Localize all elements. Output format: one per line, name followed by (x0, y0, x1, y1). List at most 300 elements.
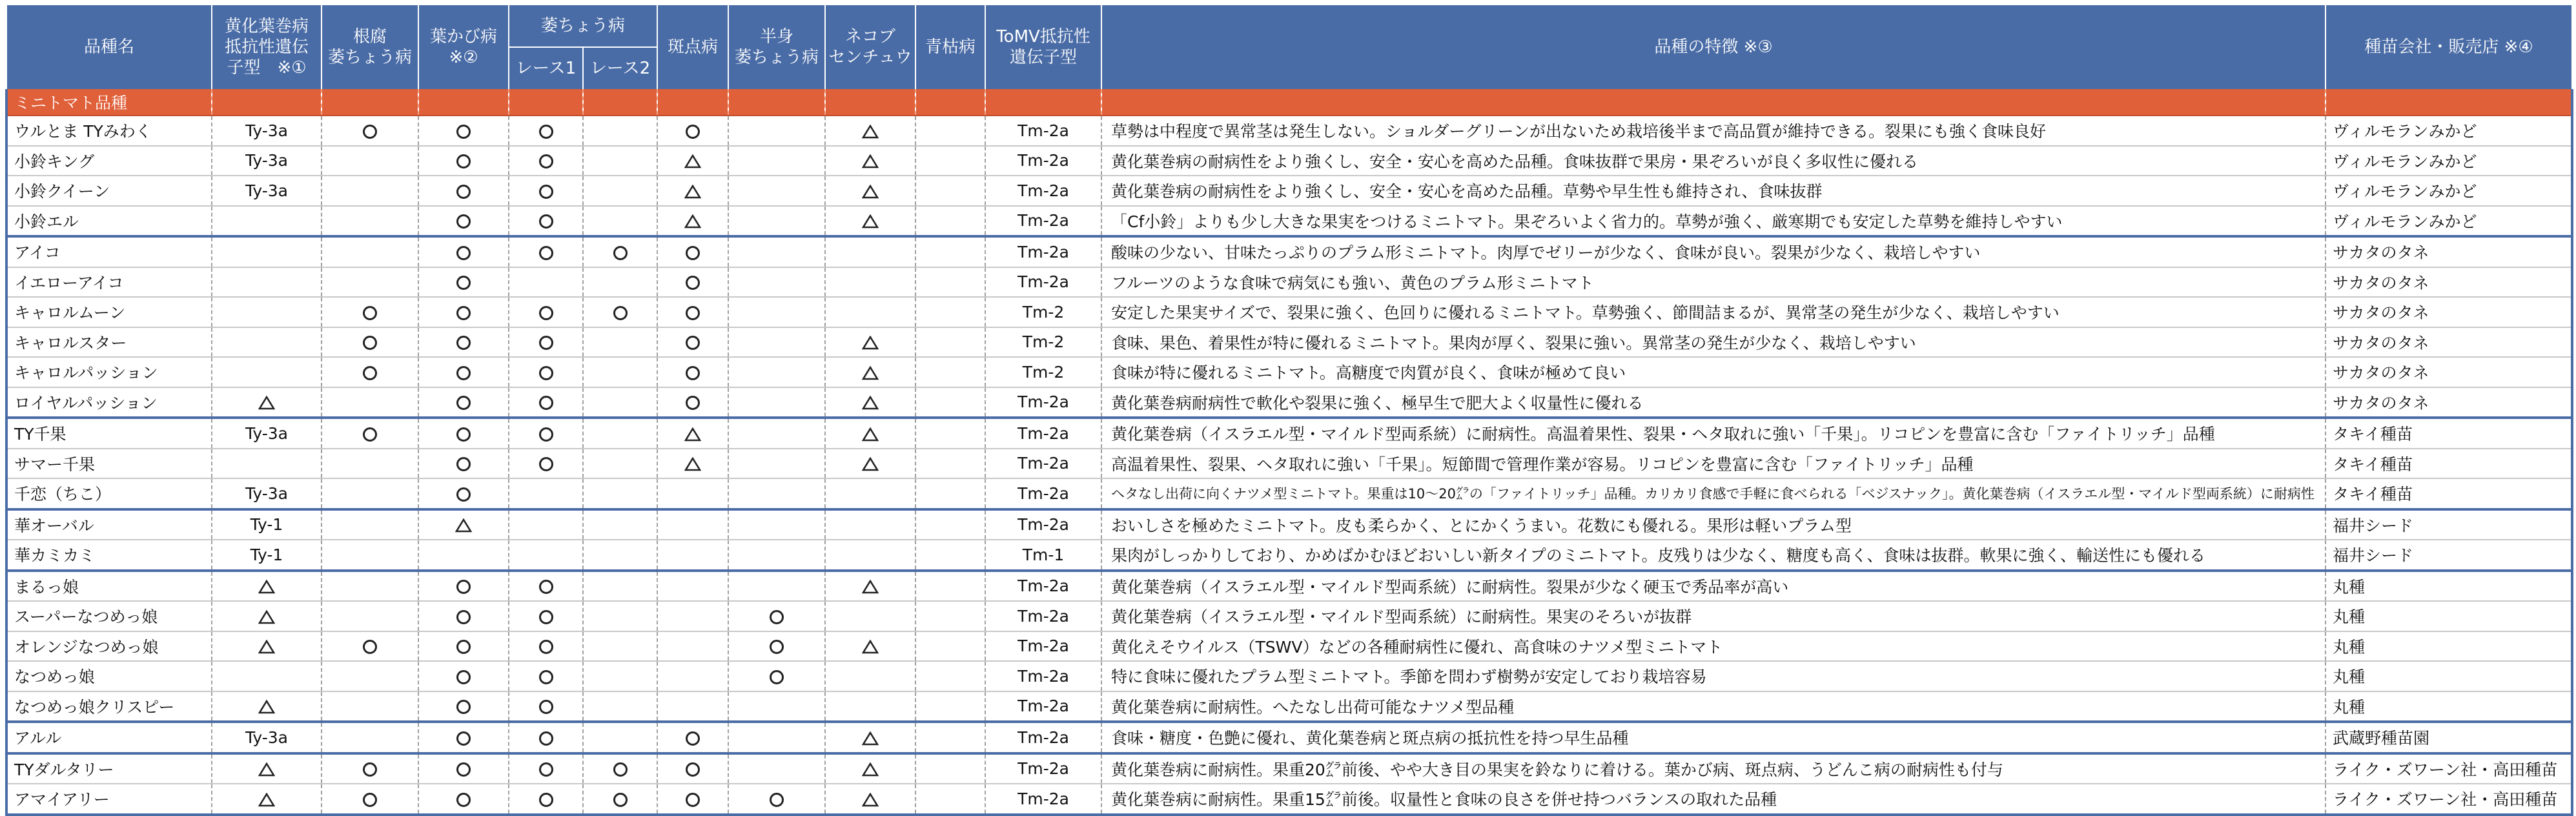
table-row (6, 571, 2572, 602)
cell-variety-name: TY千果 (6, 418, 212, 449)
cell-variety-name: スーパーなつめっ娘 (6, 601, 212, 631)
cell-root-rot (322, 236, 418, 267)
cell-features: 黄化葉巻病に耐病性。果重15㌘前後。収量性と食味の良さを併せ持つバランスの取れた品種 (1101, 784, 2326, 815)
cell-tylcv (212, 206, 322, 237)
cell-bacterial-wilt (915, 661, 985, 691)
cell-tomv: Tm-2a (985, 601, 1101, 631)
cell-bacterial-wilt (915, 357, 985, 387)
table-row (6, 146, 2572, 176)
cell-features: 黄化葉巻病に耐病性。果重20㌘前後、やや大き目の果実を鈴なりに着ける。葉かび病、斑点病、うどんこ病の耐病性も付与 (1101, 753, 2326, 784)
cell-features: 安定した果実サイズで、裂果に強く、色回りに優れるミニトマト。草勢強く、節間詰まるが、異常茎の発生が少なく、栽培しやすい (1101, 297, 2326, 327)
circle-icon (539, 670, 553, 684)
header-company: 種苗会社・販売店 ※④ (2326, 5, 2572, 89)
triangle-icon (258, 762, 275, 777)
cell-nematode (825, 540, 915, 571)
cell-leaf-mold (418, 571, 509, 602)
cell-features: 「Cf小鈴」よりも少し大きな果実をつけるミニトマト。果ぞろいよく省力的。草勢が強く、厳寒期でも安定した草勢を維持しやすい (1101, 206, 2326, 237)
cell-company: サカタのタネ (2326, 357, 2572, 387)
cell-variety-name: 小鈴クイーン (6, 176, 212, 206)
table-row (6, 387, 2572, 418)
table-row (6, 691, 2572, 722)
cell-tomv: Tm-2a (985, 418, 1101, 449)
cell-leaf-mold (418, 601, 509, 631)
cell-company: 丸種 (2326, 601, 2572, 631)
cell-features: 黄化葉巻病（イスラエル型・マイルド型両系統）に耐病性。高温着果性、裂果・ヘタ取れに強い「千果」。リコピンを豊富に含む「ファイトリッチ」品種 (1101, 418, 2326, 449)
triangle-icon (862, 125, 879, 139)
table-row (6, 478, 2572, 509)
circle-icon (456, 793, 471, 807)
cell-nematode (825, 631, 915, 662)
cell-company: サカタのタネ (2326, 236, 2572, 267)
cell-tomv: Tm-2a (985, 691, 1101, 722)
cell-variety-name: アマイアリー (6, 784, 212, 815)
cell-tomv: Tm-2a (985, 722, 1101, 753)
triangle-icon (862, 457, 879, 471)
cell-spot (657, 691, 728, 722)
cell-nematode (825, 297, 915, 327)
circle-icon (770, 670, 784, 684)
circle-icon (613, 762, 628, 777)
table-row (6, 297, 2572, 327)
cell-tylcv (212, 327, 322, 358)
cell-race2 (583, 661, 657, 691)
table-row (6, 540, 2572, 571)
cell-tylcv (212, 661, 322, 691)
cell-bacterial-wilt (915, 176, 985, 206)
cell-bacterial-wilt (915, 387, 985, 418)
cell-tylcv (212, 631, 322, 662)
triangle-icon (862, 366, 879, 380)
cell-company: タキイ種苗 (2326, 418, 2572, 449)
cell-race2 (583, 357, 657, 387)
circle-icon (686, 276, 700, 290)
circle-icon (456, 487, 471, 502)
circle-icon (539, 214, 553, 229)
cell-spot (657, 661, 728, 691)
cell-nematode (825, 176, 915, 206)
cell-leaf-mold (418, 267, 509, 298)
circle-icon (686, 366, 700, 380)
triangle-icon (258, 396, 275, 410)
triangle-icon (862, 336, 879, 350)
cell-features: 酸味の少ない、甘味たっぷりのプラム形ミニトマト。肉厚でゼリーが少なく、食味が良い。裂果が少なく、栽培しやすい (1101, 236, 2326, 267)
header-leaf-mold (418, 5, 509, 89)
cell-features: 黄化葉巻病耐病性で軟化や裂果に強く、極早生で肥大よく収量性に優れる (1101, 387, 2326, 418)
circle-icon (456, 246, 471, 260)
circle-icon (456, 306, 471, 320)
cell-spot (657, 571, 728, 602)
cell-root-rot (322, 478, 418, 509)
section-cell (825, 89, 915, 116)
cell-bacterial-wilt (915, 267, 985, 298)
cell-race2 (583, 540, 657, 571)
cell-nematode (825, 449, 915, 479)
cell-verticillium (728, 387, 825, 418)
cell-nematode (825, 571, 915, 602)
table-row (6, 236, 2572, 267)
cell-features: 草勢は中程度で異常茎は発生しない。ショルダーグリーンが出ないため栽培後半まで高品質が維持できる。裂果にも強く食味良好 (1101, 116, 2326, 146)
section-cell (583, 89, 657, 116)
variety-table-wrapper (5, 5, 2571, 816)
cell-tomv: Tm-2a (985, 478, 1101, 509)
circle-icon (686, 396, 700, 410)
cell-leaf-mold (418, 540, 509, 571)
cell-race1 (509, 571, 583, 602)
cell-tomv: Tm-2 (985, 297, 1101, 327)
circle-icon (686, 246, 700, 260)
cell-variety-name: アイコ (6, 236, 212, 267)
cell-leaf-mold (418, 357, 509, 387)
cell-leaf-mold (418, 722, 509, 753)
cell-spot (657, 784, 728, 815)
cell-company: 丸種 (2326, 661, 2572, 691)
circle-icon (363, 125, 377, 139)
header-leaf-spot: 斑点病 (657, 5, 728, 89)
section-cell (985, 89, 1101, 116)
cell-company: ヴィルモランみかど (2326, 206, 2572, 237)
cell-bacterial-wilt (915, 327, 985, 358)
cell-spot (657, 601, 728, 631)
circle-icon (456, 366, 471, 380)
cell-root-rot (322, 540, 418, 571)
cell-leaf-mold (418, 327, 509, 358)
cell-features: 果肉がしっかりしており、かめばかむほどおいしい新タイプのミニトマト。皮残りは少なく、糖度も高く、食味は抜群。軟果に強く、輸送性にも優れる (1101, 540, 2326, 571)
cell-nematode (825, 146, 915, 176)
table-row (6, 116, 2572, 146)
cell-company: 武蔵野種苗園 (2326, 722, 2572, 753)
cell-spot (657, 176, 728, 206)
cell-nematode (825, 206, 915, 237)
cell-verticillium (728, 691, 825, 722)
cell-company: ヴィルモランみかど (2326, 176, 2572, 206)
cell-leaf-mold (418, 661, 509, 691)
cell-nematode (825, 722, 915, 753)
cell-race1 (509, 691, 583, 722)
section-cell (418, 89, 509, 116)
cell-company: ライク・ズワーン社・高田種苗 (2326, 784, 2572, 815)
cell-company: サカタのタネ (2326, 327, 2572, 358)
cell-verticillium (728, 722, 825, 753)
cell-variety-name: オレンジなつめっ娘 (6, 631, 212, 662)
cell-race2 (583, 691, 657, 722)
circle-icon (539, 640, 553, 654)
cell-tomv: Tm-2a (985, 784, 1101, 815)
cell-leaf-mold (418, 146, 509, 176)
cell-verticillium (728, 418, 825, 449)
cell-variety-name: 華カミカミ (6, 540, 212, 571)
cell-verticillium (728, 267, 825, 298)
cell-company: 丸種 (2326, 571, 2572, 602)
cell-root-rot (322, 631, 418, 662)
table-row (6, 784, 2572, 815)
cell-race2 (583, 601, 657, 631)
section-cell (728, 89, 825, 116)
cell-race2 (583, 753, 657, 784)
cell-nematode (825, 357, 915, 387)
header-nematode (825, 5, 915, 89)
cell-features: 黄化葉巻病の耐病性をより強くし、安全・安心を高めた品種。食味抜群で果房・果ぞろいが良く多収性に優れる (1101, 146, 2326, 176)
cell-company: サカタのタネ (2326, 267, 2572, 298)
circle-icon (686, 793, 700, 807)
circle-icon (456, 700, 471, 714)
cell-spot (657, 753, 728, 784)
cell-verticillium (728, 116, 825, 146)
table-row (6, 509, 2572, 540)
header-tomv (985, 5, 1101, 89)
header-leaf-mold-label: 葉かび病 ※② (429, 27, 497, 67)
cell-tylcv (212, 784, 322, 815)
cell-tomv: Tm-2 (985, 357, 1101, 387)
cell-bacterial-wilt (915, 418, 985, 449)
table-row (6, 449, 2572, 479)
cell-root-rot (322, 176, 418, 206)
table-body (6, 89, 2572, 815)
cell-race1 (509, 661, 583, 691)
cell-race2 (583, 297, 657, 327)
cell-root-rot (322, 297, 418, 327)
triangle-icon (862, 154, 879, 168)
section-cell (1101, 89, 2326, 116)
cell-leaf-mold (418, 176, 509, 206)
header-root-rot (322, 5, 418, 89)
cell-root-rot (322, 691, 418, 722)
table-row (6, 357, 2572, 387)
cell-tomv: Tm-2a (985, 509, 1101, 540)
cell-bacterial-wilt (915, 509, 985, 540)
cell-root-rot (322, 509, 418, 540)
cell-features: 黄化葉巻病（イスラエル型・マイルド型両系統）に耐病性。果実のそろいが抜群 (1101, 601, 2326, 631)
table-row (6, 661, 2572, 691)
circle-icon (539, 396, 553, 410)
cell-spot (657, 206, 728, 237)
cell-features: おいしさを極めたミニトマト。皮も柔らかく、とにかくうまい。花数にも優れる。果形は軽いプラム型 (1101, 509, 2326, 540)
cell-race2 (583, 631, 657, 662)
cell-tylcv (212, 571, 322, 602)
circle-icon (456, 670, 471, 684)
cell-company: ヴィルモランみかど (2326, 116, 2572, 146)
cell-race1 (509, 267, 583, 298)
cell-root-rot (322, 601, 418, 631)
section-row (6, 89, 2572, 116)
header-verticillium-label: 半身 萎ちょう病 (735, 27, 819, 67)
cell-company: サカタのタネ (2326, 387, 2572, 418)
triangle-icon (258, 610, 275, 624)
cell-nematode (825, 116, 915, 146)
cell-race1 (509, 116, 583, 146)
cell-race2 (583, 116, 657, 146)
cell-tylcv: Ty-3a (212, 146, 322, 176)
triangle-icon (862, 214, 879, 229)
cell-company: ライク・ズワーン社・高田種苗 (2326, 753, 2572, 784)
circle-icon (456, 640, 471, 654)
cell-root-rot (322, 146, 418, 176)
cell-leaf-mold (418, 691, 509, 722)
cell-race1 (509, 387, 583, 418)
table-header (6, 5, 2572, 89)
table-row (6, 722, 2572, 753)
circle-icon (363, 366, 377, 380)
cell-variety-name: キャロルスター (6, 327, 212, 358)
cell-bacterial-wilt (915, 478, 985, 509)
circle-icon (456, 185, 471, 199)
cell-root-rot (322, 357, 418, 387)
cell-variety-name: ウルとま TYみわく (6, 116, 212, 146)
cell-verticillium (728, 449, 825, 479)
circle-icon (456, 580, 471, 594)
cell-tylcv (212, 601, 322, 631)
cell-leaf-mold (418, 509, 509, 540)
cell-nematode (825, 387, 915, 418)
cell-tylcv (212, 236, 322, 267)
table-row (6, 206, 2572, 237)
cell-features: 特に食味に優れたプラム型ミニトマト。季節を問わず樹勢が安定しており栽培容易 (1101, 661, 2326, 691)
triangle-icon (684, 457, 701, 471)
cell-spot (657, 327, 728, 358)
cell-leaf-mold (418, 753, 509, 784)
cell-race2 (583, 449, 657, 479)
cell-leaf-mold (418, 116, 509, 146)
cell-variety-name: まるっ娘 (6, 571, 212, 602)
circle-icon (456, 457, 471, 471)
cell-spot (657, 357, 728, 387)
circle-icon (363, 762, 377, 777)
triangle-icon (862, 793, 879, 807)
cell-bacterial-wilt (915, 691, 985, 722)
table-row (6, 267, 2572, 298)
circle-icon (456, 731, 471, 746)
cell-spot (657, 631, 728, 662)
cell-verticillium (728, 661, 825, 691)
cell-nematode (825, 236, 915, 267)
cell-race1 (509, 478, 583, 509)
cell-variety-name: 小鈴エル (6, 206, 212, 237)
cell-root-rot (322, 116, 418, 146)
cell-company: サカタのタネ (2326, 297, 2572, 327)
circle-icon (770, 793, 784, 807)
cell-tylcv (212, 449, 322, 479)
cell-nematode (825, 418, 915, 449)
cell-verticillium (728, 571, 825, 602)
header-variety-name: 品種名 (6, 5, 212, 89)
table-row (6, 176, 2572, 206)
cell-verticillium (728, 176, 825, 206)
circle-icon (539, 610, 553, 624)
cell-leaf-mold (418, 387, 509, 418)
cell-race2 (583, 206, 657, 237)
cell-race2 (583, 418, 657, 449)
cell-leaf-mold (418, 478, 509, 509)
cell-tylcv (212, 691, 322, 722)
cell-race2 (583, 509, 657, 540)
cell-tylcv: Ty-3a (212, 116, 322, 146)
circle-icon (686, 731, 700, 746)
cell-leaf-mold (418, 418, 509, 449)
triangle-icon (258, 580, 275, 594)
cell-root-rot (322, 571, 418, 602)
cell-company: ヴィルモランみかど (2326, 146, 2572, 176)
cell-tomv: Tm-2a (985, 267, 1101, 298)
circle-icon (363, 640, 377, 654)
cell-race2 (583, 267, 657, 298)
cell-race2 (583, 146, 657, 176)
cell-variety-name: 小鈴キング (6, 146, 212, 176)
triangle-icon (684, 427, 701, 442)
triangle-icon (258, 793, 275, 807)
cell-spot (657, 722, 728, 753)
cell-spot (657, 387, 728, 418)
circle-icon (613, 793, 628, 807)
cell-features: 食味、果色、着果性が特に優れるミニトマト。果肉が厚く、裂果に強い。異常茎の発生が少なく、栽培しやすい (1101, 327, 2326, 358)
cell-leaf-mold (418, 784, 509, 815)
cell-tomv: Tm-2a (985, 449, 1101, 479)
mini-tomato-variety-table (5, 5, 2573, 816)
cell-nematode (825, 661, 915, 691)
circle-icon (539, 580, 553, 594)
circle-icon (539, 125, 553, 139)
triangle-icon (455, 518, 472, 533)
cell-variety-name: キャロルパッション (6, 357, 212, 387)
cell-root-rot (322, 784, 418, 815)
cell-leaf-mold (418, 297, 509, 327)
triangle-icon (862, 731, 879, 746)
circle-icon (770, 640, 784, 654)
circle-icon (363, 793, 377, 807)
cell-bacterial-wilt (915, 206, 985, 237)
cell-bacterial-wilt (915, 540, 985, 571)
circle-icon (363, 427, 377, 442)
cell-race1 (509, 297, 583, 327)
cell-nematode (825, 691, 915, 722)
circle-icon (686, 336, 700, 350)
cell-verticillium (728, 478, 825, 509)
header-bacterial-wilt: 青枯病 (915, 5, 985, 89)
circle-icon (456, 762, 471, 777)
circle-icon (456, 214, 471, 229)
cell-race2 (583, 176, 657, 206)
circle-icon (539, 700, 553, 714)
circle-icon (456, 276, 471, 290)
circle-icon (456, 336, 471, 350)
cell-spot (657, 297, 728, 327)
cell-nematode (825, 327, 915, 358)
cell-nematode (825, 267, 915, 298)
section-cell (2326, 89, 2572, 116)
cell-spot (657, 509, 728, 540)
header-features: 品種の特徴 ※③ (1101, 5, 2326, 89)
cell-tylcv (212, 297, 322, 327)
cell-features: 食味が特に優れるミニトマト。高糖度で肉質が良く、食味が極めて良い (1101, 357, 2326, 387)
triangle-icon (684, 214, 701, 229)
cell-verticillium (728, 753, 825, 784)
circle-icon (613, 246, 628, 260)
triangle-icon (862, 396, 879, 410)
cell-root-rot (322, 206, 418, 237)
cell-root-rot (322, 722, 418, 753)
cell-tomv: Tm-2a (985, 236, 1101, 267)
cell-variety-name: ロイヤルパッション (6, 387, 212, 418)
circle-icon (363, 336, 377, 350)
cell-race2 (583, 236, 657, 267)
cell-tomv: Tm-2 (985, 327, 1101, 358)
circle-icon (686, 306, 700, 320)
cell-tomv: Tm-2a (985, 631, 1101, 662)
header-root-rot-label: 根腐 萎ちょう病 (327, 27, 412, 67)
circle-icon (539, 427, 553, 442)
cell-tomv: Tm-2a (985, 176, 1101, 206)
cell-tylcv: Ty-3a (212, 722, 322, 753)
cell-spot (657, 236, 728, 267)
triangle-icon (862, 640, 879, 654)
